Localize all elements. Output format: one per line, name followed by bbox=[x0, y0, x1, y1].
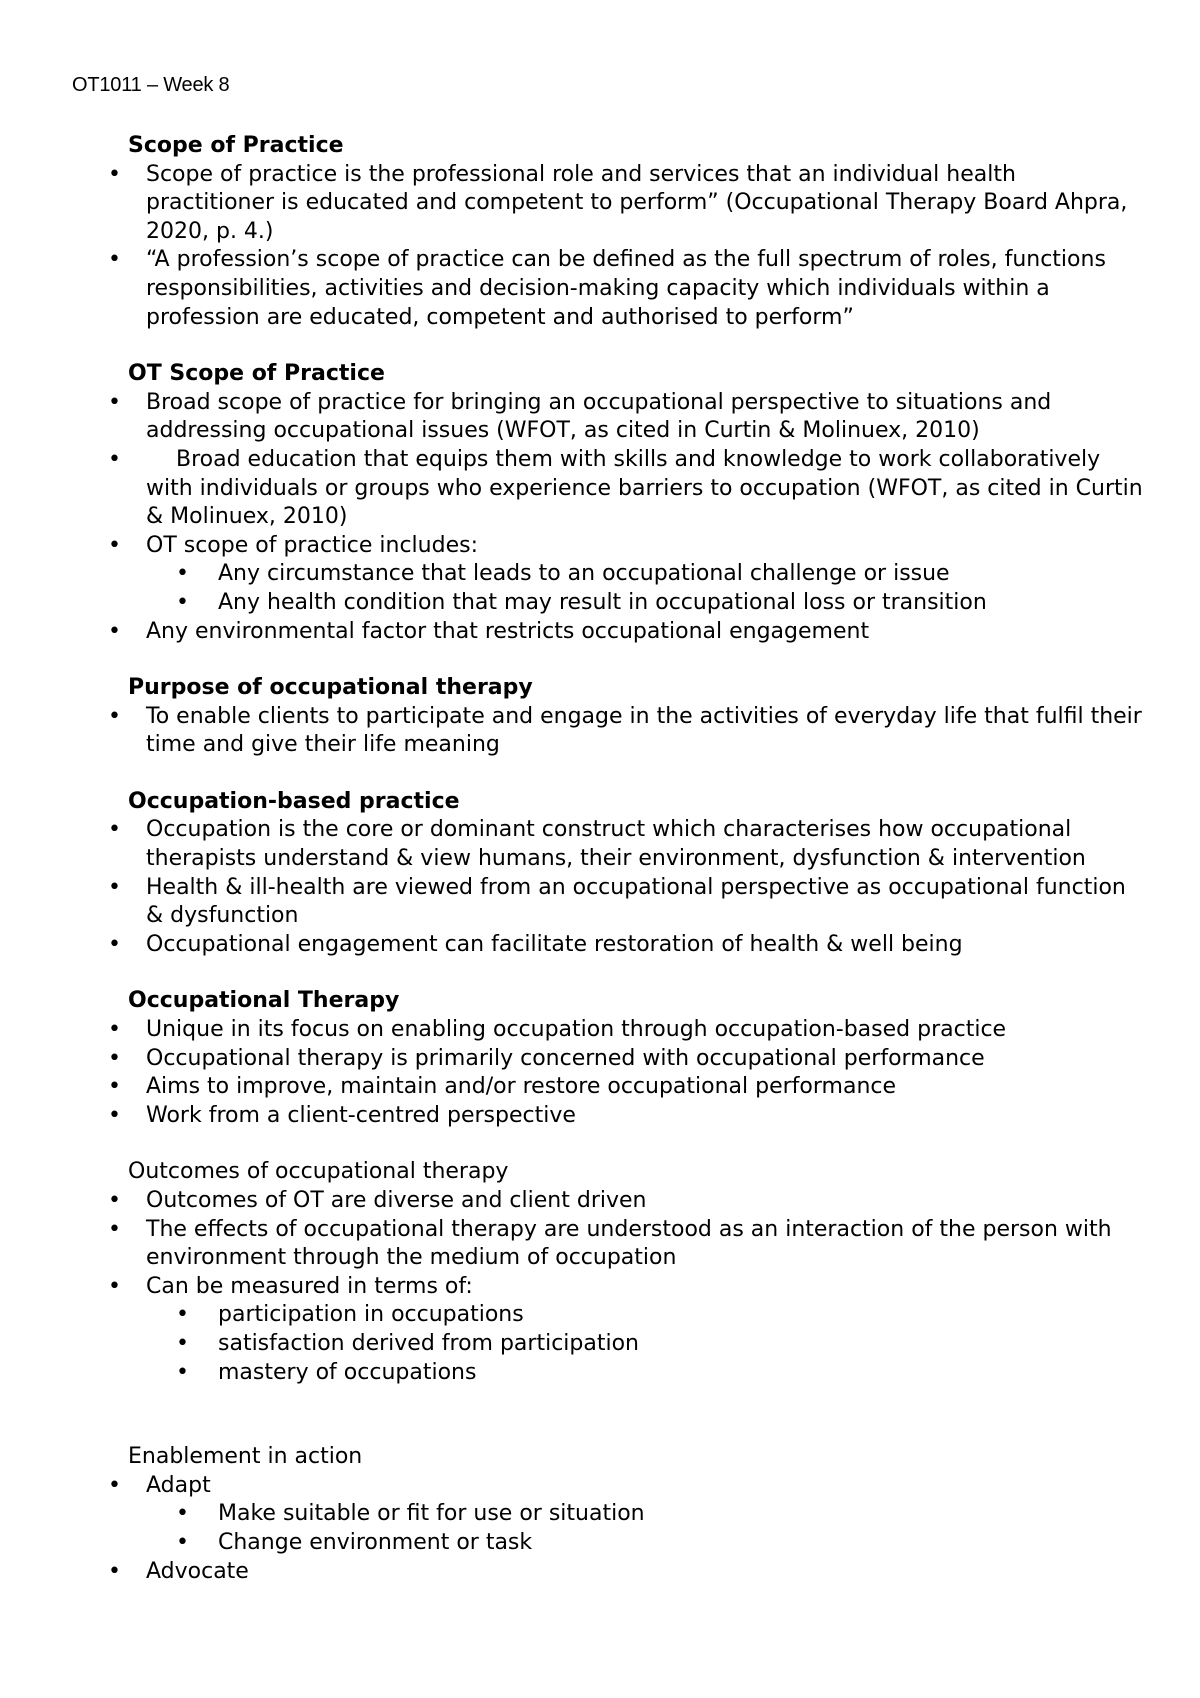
list-item: • Health & ill-health are viewed from an occupational perspective as occupational function & dysfunction bbox=[108, 874, 1126, 929]
sub-bullet-list bbox=[104, 1500, 1144, 1557]
section-occupation-based-practice bbox=[104, 788, 1144, 960]
section-ot-scope-of-practice bbox=[104, 360, 1144, 646]
bullet-icon: • bbox=[108, 703, 121, 729]
list-item: • Broad education that equips them with skills and knowledge to work collaboratively with individuals or groups who experience barriers to occupation (WFOT, as cited in Curtin & Molinuex, 2010) bbox=[108, 446, 1143, 530]
sub-bullet-list bbox=[104, 1301, 1144, 1387]
sub-list-item: • Make suitable or fit for use or situation bbox=[176, 1500, 1144, 1529]
bullet-list bbox=[104, 816, 1144, 959]
bullet-icon: • bbox=[108, 1558, 121, 1584]
bullet-list bbox=[104, 703, 1144, 760]
section-enablement-in-action bbox=[104, 1443, 1144, 1586]
list-item: • Occupational engagement can facilitate restoration of health & well being bbox=[104, 931, 1144, 960]
bullet-list bbox=[104, 1016, 1144, 1130]
section-heading: Enablement in action bbox=[128, 1444, 363, 1470]
bullet-icon: • bbox=[108, 874, 121, 900]
page-header: OT1011 – Week 8 bbox=[72, 74, 230, 96]
list-item: • Unique in its focus on enabling occupation through occupation-based practice bbox=[104, 1016, 1144, 1045]
list-item: • “A profession’s scope of practice can be defined as the full spectrum of roles, functions responsibilities, activities and decision-making capacity which individuals within a profession are educated, competent and authorised to perform” bbox=[108, 247, 1106, 330]
bullet-icon: • bbox=[176, 1302, 189, 1328]
bullet-list bbox=[104, 389, 1144, 561]
section-heading: Purpose of occupational therapy bbox=[128, 675, 533, 701]
bullet-icon: • bbox=[108, 1074, 121, 1100]
bullet-icon: • bbox=[108, 532, 121, 558]
bullet-list bbox=[104, 618, 1144, 647]
document-body bbox=[104, 132, 1144, 1614]
bullet-icon: • bbox=[108, 1017, 121, 1043]
bullet-icon: • bbox=[108, 1273, 121, 1299]
bullet-list bbox=[104, 1472, 1144, 1501]
sub-list-item: • satisfaction derived from participation bbox=[176, 1330, 1144, 1359]
section-heading: Occupation-based practice bbox=[128, 788, 460, 814]
list-item: • Work from a client-centred perspective bbox=[104, 1102, 1144, 1131]
section-heading: Outcomes of occupational therapy bbox=[128, 1159, 509, 1185]
sub-list-item: • Change environment or task bbox=[176, 1529, 1144, 1558]
list-item: • Scope of practice is the professional role and services that an individual health practitioner is educated and competent to perform” (Occupational Therapy Board Ahpra, 2020, p. 4.) bbox=[108, 161, 1128, 244]
sub-list-item: • Any health condition that may result in occupational loss or transition bbox=[176, 589, 1144, 618]
bullet-list bbox=[104, 1187, 1144, 1301]
bullet-icon: • bbox=[176, 1501, 189, 1527]
list-item: • To enable clients to participate and engage in the activities of everyday life that fulfil their time and give their life meaning bbox=[108, 703, 1142, 758]
section-occupational-therapy bbox=[104, 987, 1144, 1130]
bullet-icon: • bbox=[108, 1216, 121, 1242]
bullet-icon: • bbox=[176, 1330, 189, 1356]
list-item: • OT scope of practice includes: bbox=[104, 532, 1144, 561]
list-item: • The effects of occupational therapy are understood as an interaction of the person with environment through the medium of occupation bbox=[108, 1216, 1112, 1271]
section-heading: Scope of Practice bbox=[128, 133, 344, 158]
bullet-icon: • bbox=[108, 446, 121, 472]
bullet-icon: • bbox=[176, 561, 189, 587]
list-item: • Adapt bbox=[104, 1472, 1144, 1501]
list-item: • Outcomes of OT are diverse and client driven bbox=[104, 1187, 1144, 1216]
bullet-icon: • bbox=[108, 1102, 121, 1128]
bullet-icon: • bbox=[108, 161, 121, 187]
bullet-icon: • bbox=[108, 817, 121, 843]
list-item: • Advocate bbox=[104, 1558, 1144, 1587]
list-item: • Occupation is the core or dominant construct which characterises how occupational therapists understand & view humans, their environment, dysfunction & intervention bbox=[108, 817, 1086, 872]
section-heading: Occupational Therapy bbox=[128, 988, 400, 1014]
sub-list-item: • participation in occupations bbox=[176, 1301, 1144, 1330]
list-item: • Aims to improve, maintain and/or restore occupational performance bbox=[104, 1073, 1144, 1102]
bullet-icon: • bbox=[108, 389, 121, 415]
bullet-icon: • bbox=[108, 1472, 121, 1498]
bullet-icon: • bbox=[108, 618, 121, 644]
bullet-icon: • bbox=[176, 1359, 189, 1385]
sub-bullet-list bbox=[104, 560, 1144, 617]
list-item: • Occupational therapy is primarily concerned with occupational performance bbox=[104, 1045, 1144, 1074]
bullet-icon: • bbox=[176, 1529, 189, 1555]
list-item: • Can be measured in terms of: bbox=[104, 1273, 1144, 1302]
bullet-list bbox=[104, 161, 1144, 333]
bullet-icon: • bbox=[108, 931, 121, 957]
bullet-list bbox=[104, 1558, 1144, 1587]
list-item: • Broad scope of practice for bringing an occupational perspective to situations and addressing occupational issues (WFOT, as cited in Curtin & Molinuex, 2010) bbox=[108, 389, 1052, 444]
bullet-icon: • bbox=[108, 1188, 121, 1213]
list-item: • Any environmental factor that restricts occupational engagement bbox=[104, 618, 1144, 647]
bullet-icon: • bbox=[108, 247, 121, 273]
section-purpose bbox=[104, 674, 1144, 760]
section-heading: OT Scope of Practice bbox=[128, 361, 385, 387]
bullet-icon: • bbox=[176, 589, 189, 615]
sub-list-item: • mastery of occupations bbox=[176, 1359, 1144, 1388]
section-scope-of-practice bbox=[104, 132, 1144, 332]
sub-list-item: • Any circumstance that leads to an occupational challenge or issue bbox=[176, 560, 1144, 589]
bullet-icon: • bbox=[108, 1045, 121, 1071]
section-outcomes bbox=[104, 1158, 1144, 1387]
